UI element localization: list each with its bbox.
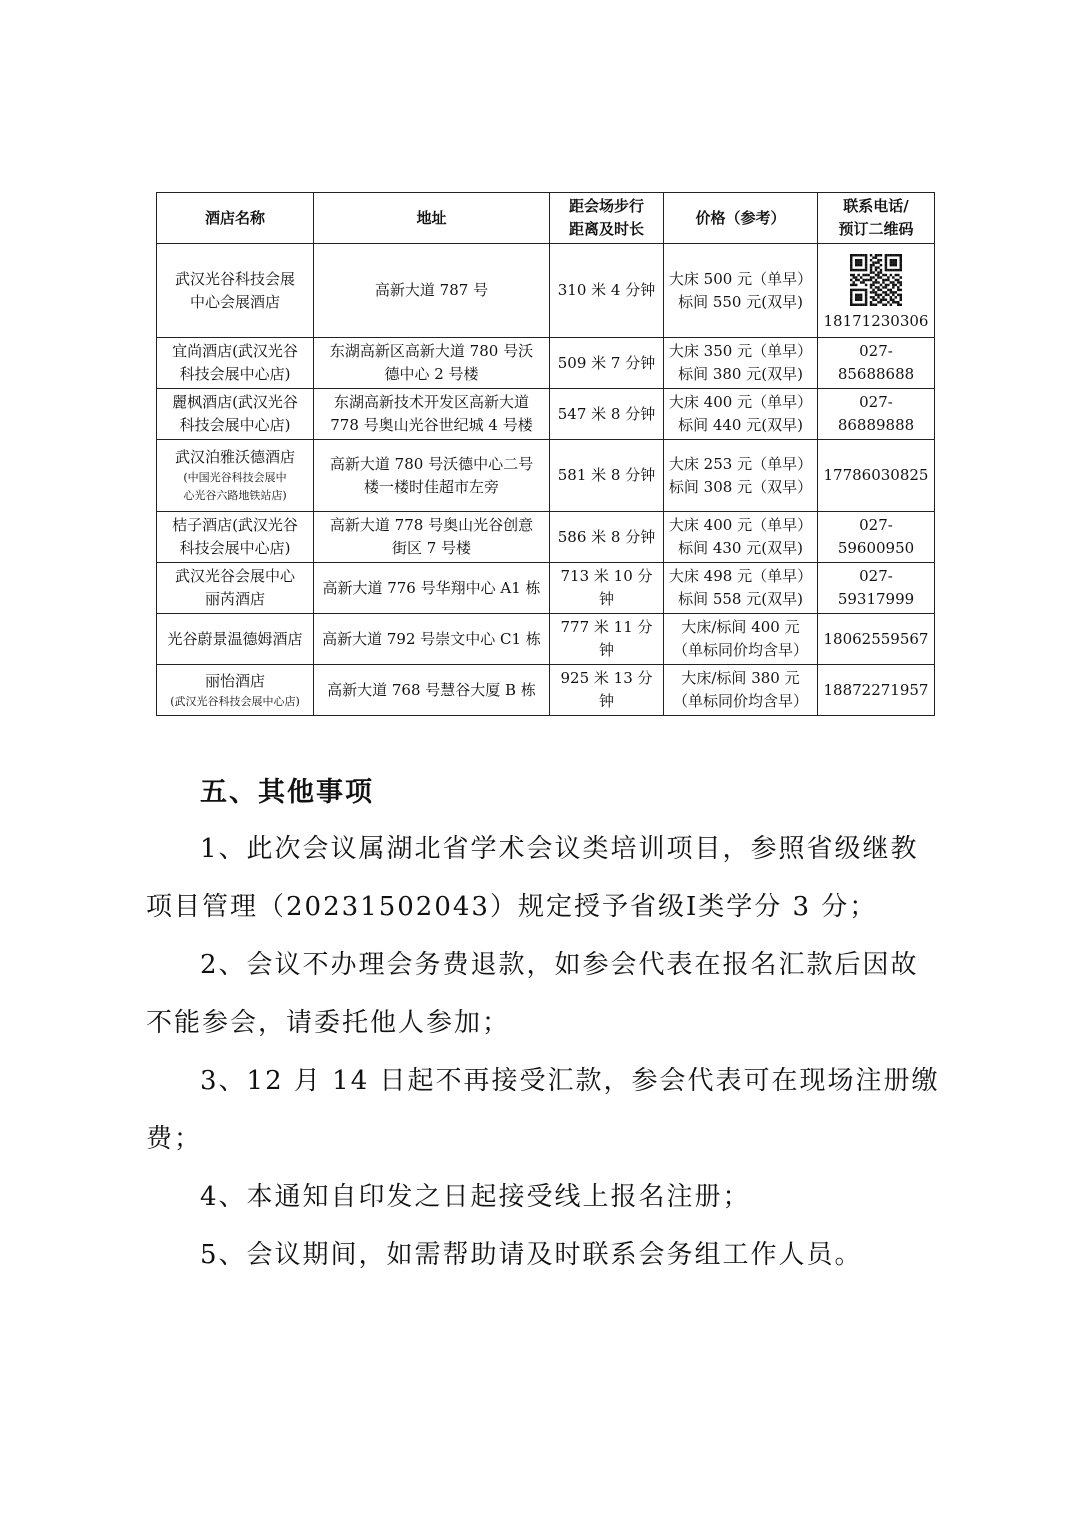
cell-distance: 310 米 4 分钟 — [550, 244, 664, 338]
cell-price — [664, 244, 818, 338]
cell-line: 标间 558 元(双早) — [678, 590, 803, 608]
table-row — [157, 389, 935, 440]
cell-line: （单标同价均含早） — [672, 641, 808, 659]
cell-distance: 581 米 8 分钟 — [550, 440, 664, 512]
header-address: 地址 — [314, 193, 550, 244]
cell-address — [314, 563, 550, 614]
cell-contact — [818, 338, 935, 389]
cell-line: 武汉光谷会展中心 — [174, 567, 295, 585]
cell-line: 大床 498 元（单早） — [668, 567, 813, 585]
cell-distance: 586 米 8 分钟 — [550, 512, 664, 563]
cell-line: （单标同价均含早） — [672, 692, 808, 710]
cell-line: 高新大道 787 号 — [374, 281, 489, 299]
cell-line: 光谷蔚景温德姆酒店 — [167, 629, 303, 648]
cell-contact — [818, 440, 935, 512]
cell-line: 大床 500 元（单早） — [668, 269, 813, 288]
cell-contact — [818, 665, 935, 716]
paragraph-line: 1、此次会议属湖北省学术会议类培训项目，参照省级继教 — [200, 834, 919, 864]
table-row — [157, 614, 935, 665]
cell-price — [664, 389, 818, 440]
cell-hotel-name — [157, 614, 314, 665]
table-header-row — [157, 193, 935, 244]
cell-line: 大床 400 元（单早） — [668, 516, 813, 534]
cell-line: 高新大道 776 号华翔中心 A1 栋 — [322, 578, 541, 597]
cell-line: 高新大道 792 号崇文中心 C1 栋 — [322, 629, 541, 648]
cell-hotel-name — [157, 244, 314, 338]
cell-distance: 509 米 7 分钟 — [550, 338, 664, 389]
cell-address — [314, 614, 550, 665]
cell-line: 中心会展酒店 — [189, 292, 280, 311]
cell-line: 778 号奥山光谷世纪城 4 号楼 — [330, 416, 533, 434]
cell-contact — [818, 389, 935, 440]
cell-distance: 777 米 11 分钟 — [550, 614, 664, 665]
cell-line: 街区 7 号楼 — [391, 539, 472, 557]
cell-hotel-name — [157, 338, 314, 389]
cell-price — [664, 440, 818, 512]
cell-hotel-name — [157, 665, 314, 716]
cell-line: 高新大道 778 号奥山光谷创意 — [329, 516, 534, 534]
section-title: 五、其他事项 — [200, 777, 374, 808]
cell-address — [314, 665, 550, 716]
cell-line: 科技会展中心店) — [179, 416, 291, 434]
phone-number: 027-85688688 — [837, 342, 915, 383]
cell-line: 高新大道 780 号沃德中心二号 — [329, 454, 534, 473]
table-row — [157, 338, 935, 389]
cell-line: 大床 350 元（单早） — [668, 342, 813, 360]
header-price: 价格（参考） — [664, 193, 818, 244]
cell-line: (中国光谷科技会展中 — [183, 471, 287, 484]
cell-line: 科技会展中心店) — [179, 539, 291, 557]
cell-line: 楼一楼时佳超市左旁 — [363, 477, 499, 496]
cell-line: 武汉泊雅沃德酒店 — [174, 448, 295, 466]
cell-address — [314, 440, 550, 512]
cell-line: 丽芮酒店 — [204, 590, 265, 608]
cell-address — [314, 244, 550, 338]
phone-number: 027-59600950 — [837, 516, 915, 557]
cell-line: 标间 308 元（双早） — [668, 477, 813, 496]
cell-price — [664, 563, 818, 614]
cell-line: 武汉光谷科技会展 — [174, 269, 295, 288]
cell-line: 大床 253 元（单早） — [668, 454, 813, 473]
cell-contact — [818, 563, 935, 614]
cell-address — [314, 338, 550, 389]
cell-price — [664, 614, 818, 665]
cell-line: 麗枫酒店(武汉光谷 — [172, 393, 298, 411]
table-row — [157, 665, 935, 716]
cell-address — [314, 389, 550, 440]
paragraph-line: 费； — [146, 1124, 203, 1154]
paragraph-line: 3、12 月 14 日起不再接受汇款，参会代表可在现场注册缴 — [200, 1066, 940, 1096]
hotel-table — [156, 192, 935, 716]
cell-line: 大床/标间 380 元 — [681, 669, 800, 687]
phone-number: 18872271957 — [823, 680, 929, 699]
cell-distance: 925 米 13 分钟 — [550, 665, 664, 716]
cell-line: 宜尚酒店(武汉光谷 — [172, 342, 298, 360]
table-row — [157, 440, 935, 512]
cell-distance: 713 米 10 分钟 — [550, 563, 664, 614]
table-row — [157, 512, 935, 563]
cell-distance: 547 米 8 分钟 — [550, 389, 664, 440]
cell-price — [664, 665, 818, 716]
cell-contact — [818, 512, 935, 563]
cell-address — [314, 512, 550, 563]
cell-line: 标间 550 元(双早) — [678, 292, 803, 311]
header-contact: 联系电话/ 预订二维码 — [818, 193, 935, 244]
paragraph-line: 5、会议期间，如需帮助请及时联系会务组工作人员。 — [200, 1240, 863, 1270]
cell-line: 东湖高新区高新大道 780 号沃 — [329, 342, 534, 360]
paragraph-line: 不能参会，请委托他人参加； — [146, 1008, 511, 1038]
paragraph-line: 项目管理（20231502043）规定授予省级Ⅰ类学分 3 分； — [146, 892, 878, 922]
phone-number: 18062559567 — [823, 629, 929, 648]
cell-line: 高新大道 768 号慧谷大厦 B 栋 — [327, 680, 536, 699]
cell-hotel-name — [157, 440, 314, 512]
cell-line: 标间 380 元(双早) — [678, 365, 803, 383]
cell-line: 标间 430 元(双早) — [678, 539, 803, 557]
header-distance: 距会场步行 距离及时长 — [550, 193, 664, 244]
cell-line: 丽怡酒店 — [204, 671, 265, 690]
paragraph-line: 4、本通知自印发之日起接受线上报名注册； — [200, 1182, 751, 1212]
cell-hotel-name — [157, 512, 314, 563]
cell-line: (武汉光谷科技会展中心店) — [170, 694, 300, 708]
cell-hotel-name — [157, 563, 314, 614]
table-row — [157, 563, 935, 614]
qr-code-icon — [850, 254, 902, 306]
cell-contact — [818, 614, 935, 665]
phone-number: 17786030825 — [823, 466, 929, 484]
cell-line: 大床/标间 400 元 — [681, 618, 800, 636]
paragraph-line: 2、会议不办理会务费退款，如参会代表在报名汇款后因故 — [200, 950, 919, 980]
phone-number: 027-59317999 — [837, 567, 915, 608]
cell-line: 大床 400 元（单早） — [668, 393, 813, 411]
cell-line: 东湖高新技术开发区高新大道 — [333, 393, 529, 411]
phone-number: 18171230306 — [823, 312, 929, 330]
cell-hotel-name — [157, 389, 314, 440]
cell-price — [664, 512, 818, 563]
cell-line: 德中心 2 号楼 — [384, 365, 479, 383]
cell-contact — [818, 244, 935, 338]
cell-line: 标间 440 元(双早) — [678, 416, 803, 434]
phone-number: 027-86889888 — [837, 393, 915, 434]
table-row — [157, 244, 935, 338]
cell-line: 桔子酒店(武汉光谷 — [172, 516, 298, 534]
cell-price — [664, 338, 818, 389]
cell-line: 心光谷六路地铁站店) — [183, 489, 287, 502]
cell-line: 科技会展中心店) — [179, 365, 291, 383]
header-hotel-name: 酒店名称 — [157, 193, 314, 244]
